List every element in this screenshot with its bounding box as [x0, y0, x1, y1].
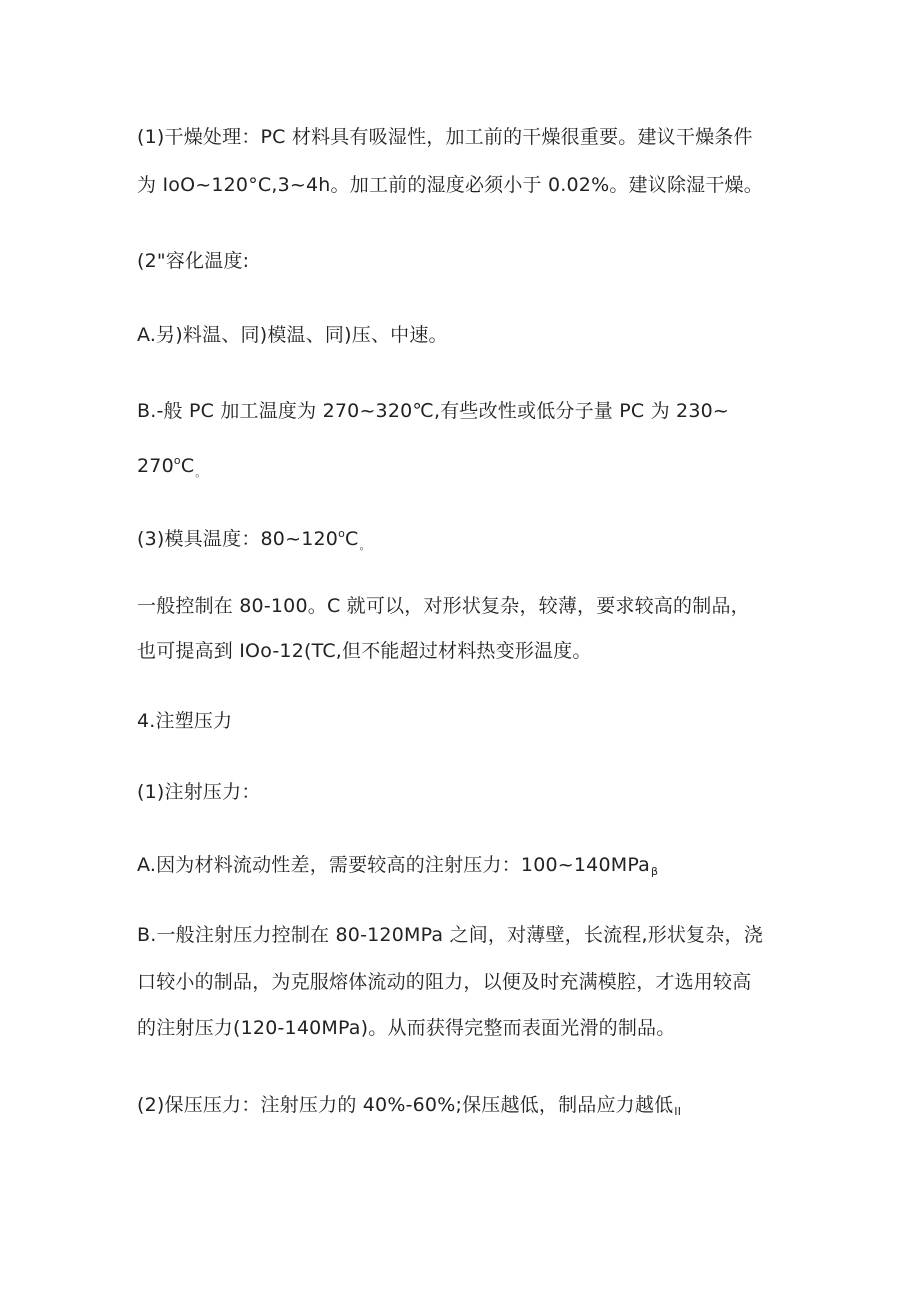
text-line: (3)模具温度：$80\sim 120^oC_。$: [137, 527, 371, 552]
text-line: 的注射压力(120-140MPa)。从而获得完整而表面光滑的制品。: [137, 1017, 676, 1039]
text-line: (2"容化温度:: [137, 250, 250, 272]
text-line: (1)注射压力：: [137, 781, 261, 803]
text-line: 为 IoO~120°C,3~4h。加工前的湿度必须小于 0.02%。建议除湿干燥。: [137, 174, 763, 196]
text-line: 口较小的制品，为克服熔体流动的阻力，以便及时充满模腔，才选用较高: [137, 971, 752, 993]
text-line: 一般控制在 80-100。C 就可以，对形状复杂，较薄，要求较高的制品，: [137, 595, 750, 617]
text-line: (2)保压压力：注射压力的 40%-60%;保压越低，制品应力越低$_{II}$: [137, 1094, 682, 1118]
text-line: 4.注塑压力: [137, 710, 233, 732]
text-line: 也可提高到 IOo-12(TC,但不能超过材料热变形温度。: [137, 640, 592, 662]
text-line: B.一般注射压力控制在 80-120MPa 之间，对薄壁，长流程,形状复杂，浇: [137, 924, 763, 946]
text-line: (1)干燥处理：PC 材料具有吸湿性，加工前的干燥很重要。建议干燥条件: [137, 126, 753, 148]
text-line: $270^oC_。$: [137, 454, 207, 479]
text-line: B.-般 PC 加工温度为 270~320℃,有些改性或低分子量 PC 为 230~: [137, 400, 730, 422]
text-line: A.另)料温、同)模温、同)压、中速。: [137, 324, 448, 346]
text-line: A.因为材料流动性差，需要较高的注射压力：100~140MPa$_\beta$: [137, 854, 659, 878]
